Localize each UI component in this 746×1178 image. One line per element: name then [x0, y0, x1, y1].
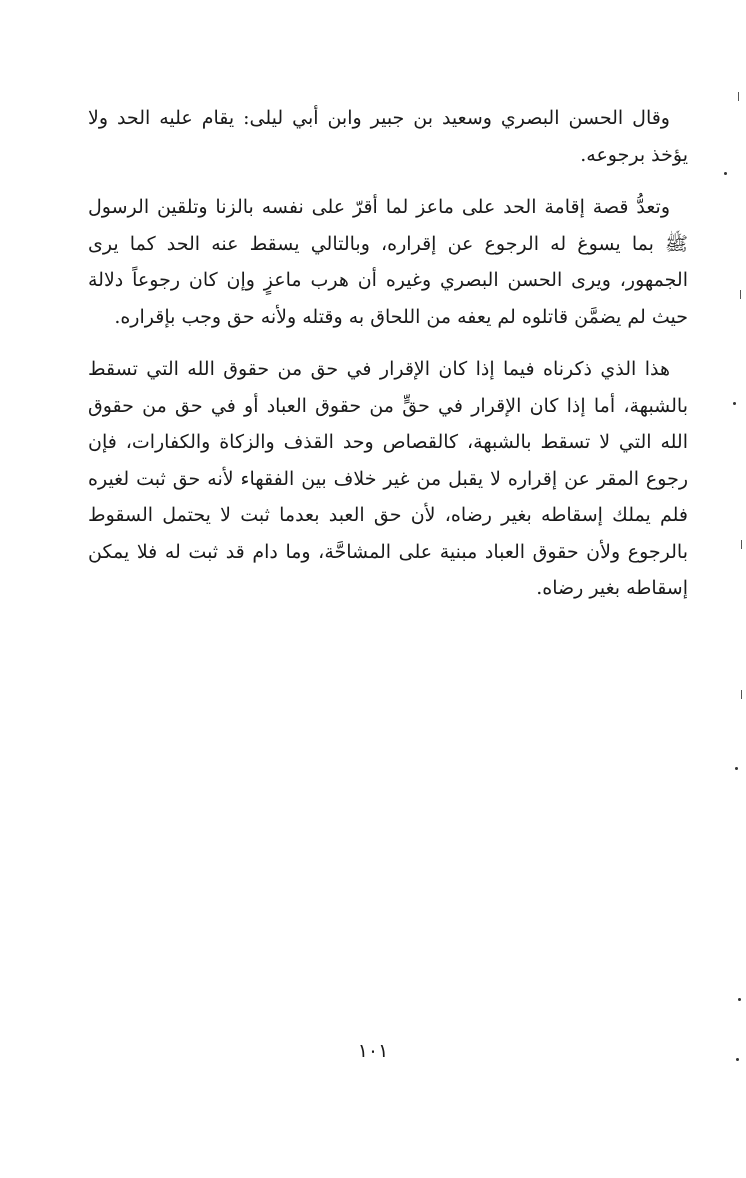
scan-mark: [736, 1058, 739, 1061]
scan-mark: [738, 92, 739, 101]
paragraph-3: هذا الذي ذكرناه فيما إذا كان الإقرار في حق من حقوق الله التي تسقط بالشبهة، أما إذا كان الإقرار في حقٍّ من حقوق العباد أو في حق من حقوق الله التي لا تسقط بالشبهة، كالقصاص وحد القذف والزكاة والكفارات، فإن رجوع المقر عن إقراره لا يقبل من غير خلاف بين الفقهاء لأنه حق ثبت لغيره فلم يملك إسقاطه بغير رضاه، لأن حق العبد بعدما ثبت لا يحتمل السقوط بالرجوع ولأن حقوق العباد مبنية على المشاحَّة، وما دام قد ثبت له فلا يمكن إسقاطه بغير رضاه.: [88, 358, 688, 599]
paragraph-2: وتعدُّ قصة إقامة الحد على ماعز لما أقرّ على نفسه بالزنا وتلقين الرسول ﷺ بما يسوغ له الرجوع عن إقراره، وبالتالي يسقط عنه الحد كما يرى الجمهور، ويرى الحسن البصري وغيره أن هرب ماعزٍ وإن كان رجوعاً دلالة حيث لم يضمَّن قاتلوه لم يعفه من اللحاق به وقتله ولأنه حق وجب بإقراره.: [88, 196, 688, 328]
scan-mark: [724, 172, 727, 175]
scan-mark: [738, 998, 741, 1001]
scan-mark: [741, 690, 742, 699]
paragraph-1: وقال الحسن البصري وسعيد بن جبير وابن أبي ليلى: يقام عليه الحد ولا يؤخذ برجوعه.: [88, 107, 688, 166]
scan-mark: [740, 290, 741, 299]
page-body-text: [88, 100, 688, 623]
scan-mark: [733, 402, 736, 405]
scan-mark: [741, 540, 742, 549]
scan-mark: [735, 767, 738, 770]
page-number: ١٠١: [357, 1040, 389, 1062]
